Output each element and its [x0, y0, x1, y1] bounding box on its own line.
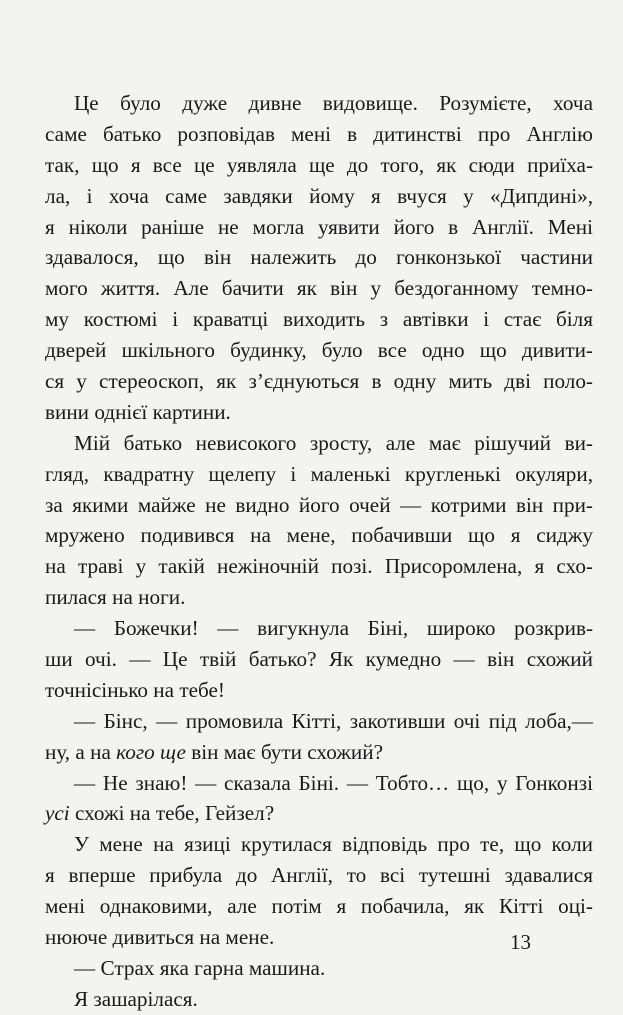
emphasized-text: кого ще [116, 739, 186, 764]
text-line: дверей шкільного будинку, було все одно що дивити- [45, 338, 593, 363]
text-line: мені однаковими, але потім я побачила, як Кітті оці- [45, 894, 593, 919]
text-line: Я зашарілася. [74, 986, 198, 1011]
text-line: — Божечки! — вигукнула Біні, широко розкрив- [74, 616, 593, 641]
text-line: ся у стереоскоп, як з’єднуються в одну мить дві поло- [45, 369, 593, 394]
text-line: вини однієї картини. [45, 399, 231, 424]
text-line: нююче дивиться на мене. [45, 925, 275, 950]
page-number: 13 [510, 930, 531, 954]
text-line: — Страх яка гарна машина. [74, 955, 326, 980]
emphasized-text: усі [45, 801, 70, 826]
text-line: гляд, квадратну щелепу і маленькі кругленькі окуляри, [45, 461, 593, 486]
text-line: мого життя. Але бачити як він у бездоганному темно- [45, 276, 593, 301]
text-line: так, що я все це уявляла ще до того, як сюди приїха- [45, 152, 593, 177]
text-line: — Не знаю! — сказала Біні. — Тобто… що, у Гонконзі [74, 770, 593, 795]
text-line: ну, а на кого ще він має бути схожий? [45, 739, 383, 764]
text-line: пилася на ноги. [45, 585, 186, 610]
text-line: му костюмі і краватці виходить з автівки і стає біля [45, 307, 593, 332]
text-line: здавалося, що він належить до гонконзької частини [45, 245, 593, 270]
text-line: ши очі. — Це твій батько? Як кумедно — він схожий [45, 647, 593, 672]
text-line: на траві у такій нежіночній позі. Присоромлена, я схо- [45, 554, 593, 579]
text-line: Це було дуже дивне видовище. Розумієте, хоча [74, 91, 593, 115]
text-line: я вперше прибула до Англії, то всі тутешні здавалися [45, 863, 593, 888]
text-line: усі схожі на тебе, Гейзел? [45, 801, 275, 826]
text-line: я ніколи раніше не могла уявити його в Англії. Мені [45, 214, 593, 239]
text-line: мружено подивився на мене, побачивши що я сиджу [45, 523, 593, 548]
text-line: саме батько розповідав мені в дитинстві про Англію [45, 121, 593, 146]
text-line: за якими майже не видно його очей — котрими він при- [45, 492, 593, 517]
text-line: точнісінько на тебе! [45, 677, 225, 702]
text-line: ла, і хоча саме завдяки йому я вчуся у «Дипдині», [45, 183, 593, 208]
body-text [45, 88, 593, 1015]
text-line: У мене на язиці крутилася відповідь про те, що коли [74, 832, 593, 857]
text-line: Мій батько невисокого зросту, але має рішучий ви- [74, 430, 593, 455]
text-line: — Бінс, — промовила Кітті, закотивши очі під лоба,— [74, 708, 593, 733]
